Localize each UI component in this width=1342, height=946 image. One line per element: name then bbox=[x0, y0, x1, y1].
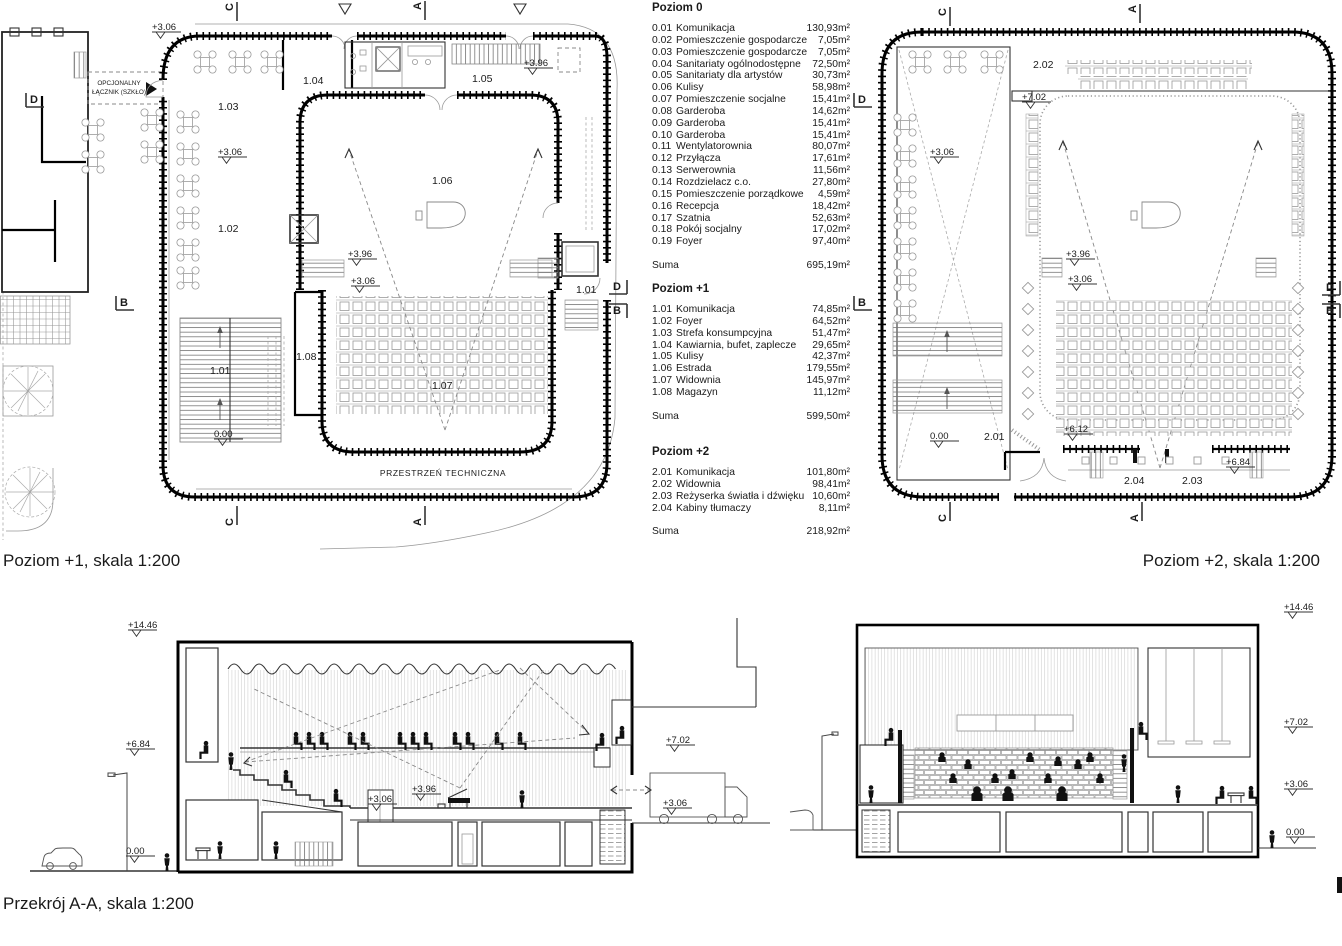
elevation-396-stage: +3.96 bbox=[348, 249, 373, 260]
elevation-000: 0.00 bbox=[214, 429, 233, 440]
suma-value: 695,19m² bbox=[806, 260, 850, 272]
suma-label: Suma bbox=[652, 410, 679, 422]
room-label-1-05: 1.05 bbox=[472, 73, 493, 85]
hall-wall-hatch-b bbox=[865, 648, 1138, 750]
room-number: 0.06 bbox=[652, 82, 673, 94]
room-number: 0.03 bbox=[652, 46, 673, 58]
section-marker-c-bottom-2 bbox=[937, 502, 950, 522]
room-name: Sanitariaty ogólnodostępne bbox=[676, 58, 801, 70]
legend-heading-level2: Poziom +2 bbox=[652, 446, 710, 458]
auditorium-seat-rows bbox=[336, 296, 548, 414]
legend-row bbox=[652, 94, 850, 106]
svg-text:D: D bbox=[1326, 282, 1334, 294]
room-name: Garderoba bbox=[676, 117, 726, 129]
legend-row bbox=[652, 35, 850, 47]
room-number: 1.05 bbox=[652, 351, 673, 363]
room-name: Kulisy bbox=[676, 82, 704, 94]
elevation-1446-b: +14.46 bbox=[1284, 602, 1314, 613]
optional-link-annotation bbox=[88, 72, 163, 104]
svg-text:B: B bbox=[120, 297, 128, 309]
room-name: Kawiarnia, bufet, zaplecze bbox=[676, 339, 797, 351]
section-b-drawing bbox=[790, 602, 1342, 893]
level2-foyer-wing bbox=[893, 47, 1010, 480]
room-name: Wentylatorownia bbox=[676, 141, 752, 153]
room-number: 0.19 bbox=[652, 236, 673, 248]
room-name: Widownia bbox=[676, 478, 721, 490]
suma-value: 599,50m² bbox=[806, 410, 850, 422]
room-area: 15,41m² bbox=[812, 94, 850, 106]
room-label-1-07: 1.07 bbox=[432, 380, 453, 392]
legend-heading-level0: Poziom 0 bbox=[652, 2, 703, 14]
svg-text:A: A bbox=[412, 518, 424, 526]
legend-row bbox=[652, 304, 850, 316]
svg-text:A: A bbox=[412, 2, 424, 10]
car-outline bbox=[42, 848, 82, 869]
legend-row bbox=[652, 467, 850, 479]
room-label-2-01: 2.01 bbox=[984, 431, 1005, 443]
section-marker-c-top-2 bbox=[937, 7, 950, 26]
elevation-306-top: +3.06 bbox=[152, 22, 177, 33]
room-area: 7,05m² bbox=[817, 46, 850, 58]
legend-row bbox=[652, 224, 850, 236]
cropped-label-fragment bbox=[1337, 877, 1342, 893]
elevation-306-stage: +3.06 bbox=[351, 276, 376, 287]
section-marker-b-left bbox=[116, 296, 134, 310]
room-number: 0.17 bbox=[652, 212, 673, 224]
elevation-306-foyer: +3.06 bbox=[218, 147, 243, 158]
section-marker-c-top bbox=[224, 2, 237, 21]
room-number: 0.13 bbox=[652, 165, 673, 177]
room-number: 0.05 bbox=[652, 70, 673, 82]
suma-label: Suma bbox=[652, 260, 679, 272]
room-name: Reżyserka światła i dźwięku bbox=[676, 490, 805, 502]
legend-row bbox=[652, 491, 850, 503]
room-area: 30,73m² bbox=[812, 70, 850, 82]
room-name: Sanitariaty dla artystów bbox=[676, 70, 783, 82]
legend-row bbox=[652, 165, 850, 177]
svg-text:D: D bbox=[30, 94, 38, 106]
room-number: 1.04 bbox=[652, 339, 673, 351]
section-marker-a-top bbox=[412, 1, 425, 20]
legend-row bbox=[652, 213, 850, 225]
room-number: 1.02 bbox=[652, 315, 673, 327]
link-note-line1: OPCJONALNY bbox=[97, 80, 141, 87]
legend-rows-level2 bbox=[652, 467, 850, 514]
legend-row bbox=[652, 130, 850, 142]
elevation-612: +6.12 bbox=[1064, 424, 1089, 435]
room-name: Garderoba bbox=[676, 105, 726, 117]
room-name: Widownia bbox=[676, 375, 721, 387]
street-lamp bbox=[108, 773, 127, 871]
room-label-2-02: 2.02 bbox=[1033, 59, 1054, 71]
elevation-306-b: +3.06 bbox=[1284, 779, 1309, 790]
room-name: Recepcja bbox=[676, 200, 719, 212]
room-label-1-03: 1.03 bbox=[218, 101, 239, 113]
plan-level2-drawing bbox=[854, 4, 1340, 522]
legend-level1 bbox=[652, 283, 850, 422]
legend-row bbox=[652, 177, 850, 189]
room-name: Rozdzielacz c.o. bbox=[676, 176, 751, 188]
room-number: 1.01 bbox=[652, 304, 673, 315]
room-number: 1.03 bbox=[652, 327, 673, 339]
svg-text:C: C bbox=[224, 518, 236, 526]
svg-text:A: A bbox=[1129, 514, 1141, 522]
room-area: 42,37m² bbox=[812, 351, 850, 363]
room-area: 29,65m² bbox=[812, 339, 850, 351]
room-number: 0.04 bbox=[652, 58, 673, 70]
room-area: 14,62m² bbox=[812, 105, 850, 117]
room-name: Garderoba bbox=[676, 129, 726, 141]
room-label-1-06: 1.06 bbox=[432, 175, 453, 187]
sectionA-title: Przekrój A-A, skala 1:200 bbox=[3, 894, 194, 913]
legend-suma-level1 bbox=[652, 411, 850, 422]
section-marker-c-bottom bbox=[224, 506, 237, 526]
room-label-1-01b: 1.01 bbox=[576, 284, 597, 296]
balcony-seat-row-top2 bbox=[1078, 76, 1248, 89]
section-marker-b-left-2 bbox=[854, 296, 872, 310]
legend-row bbox=[652, 328, 850, 340]
svg-text:D: D bbox=[858, 94, 866, 106]
elevation-306-lift-a: +3.06 bbox=[368, 794, 393, 805]
room-name: Komunikacja bbox=[676, 23, 735, 34]
room-area: 72,50m² bbox=[812, 58, 850, 70]
room-number: 0.10 bbox=[652, 129, 673, 141]
room-number: 2.04 bbox=[652, 502, 673, 514]
room-area: 130,93m² bbox=[806, 23, 850, 34]
legend-heading-level1: Poziom +1 bbox=[652, 283, 710, 295]
room-area: 17,02m² bbox=[812, 224, 850, 236]
room-number: 0.02 bbox=[652, 34, 673, 46]
legend-level0 bbox=[652, 2, 850, 271]
legend-row bbox=[652, 503, 850, 515]
elevation-396-2: +3.96 bbox=[1066, 249, 1091, 260]
room-name: Pomieszczenie gospodarcze bbox=[676, 34, 808, 46]
room-area: 98,41m² bbox=[812, 478, 850, 490]
main-stairs-plan bbox=[180, 318, 284, 442]
room-number: 0.15 bbox=[652, 188, 673, 200]
room-name: Serwerownia bbox=[676, 165, 736, 177]
legend-row bbox=[652, 118, 850, 130]
legend-row bbox=[652, 387, 850, 399]
suma-label: Suma bbox=[652, 526, 679, 538]
room-area: 10,60m² bbox=[812, 490, 850, 502]
room-area: 58,98m² bbox=[812, 82, 850, 94]
plan-level1-drawing bbox=[0, 1, 627, 549]
section-marker-a-top-2 bbox=[1127, 4, 1140, 23]
room-number: 0.18 bbox=[652, 224, 673, 236]
room-number: 0.07 bbox=[652, 94, 673, 106]
room-label-2-04: 2.04 bbox=[1124, 475, 1145, 487]
legend-row bbox=[652, 340, 850, 352]
elevation-306-stage2: +3.06 bbox=[1068, 274, 1093, 285]
section-marker-d-left-2 bbox=[854, 93, 872, 107]
legend-row bbox=[652, 236, 850, 248]
room-area: 8,11m² bbox=[818, 502, 850, 514]
legend-suma-level0 bbox=[652, 260, 850, 271]
svg-text:B: B bbox=[858, 297, 866, 309]
section-marker-a-bottom bbox=[412, 506, 425, 526]
room-name: Pomieszczenie gospodarcze bbox=[676, 46, 808, 58]
svg-text:A: A bbox=[1127, 5, 1139, 13]
room-name: Pokój socjalny bbox=[676, 224, 742, 236]
svg-text:B: B bbox=[613, 305, 621, 317]
room-area: 15,41m² bbox=[812, 117, 850, 129]
room-number: 0.16 bbox=[652, 200, 673, 212]
svg-text:C: C bbox=[224, 3, 236, 11]
elevation-306-dock-a: +3.06 bbox=[663, 798, 688, 809]
legend-row bbox=[652, 106, 850, 118]
booth-strip bbox=[1005, 430, 1290, 481]
legend-row bbox=[652, 351, 850, 363]
elevation-702-a: +7.02 bbox=[666, 735, 691, 746]
level2-seat-rows bbox=[1056, 300, 1292, 436]
room-area: 179,55m² bbox=[806, 363, 850, 375]
svg-text:D: D bbox=[613, 281, 621, 293]
room-area: 51,47m² bbox=[812, 327, 850, 339]
legend-row bbox=[652, 153, 850, 165]
legend-row bbox=[652, 201, 850, 213]
section-a-drawing bbox=[30, 618, 770, 872]
room-number: 0.11 bbox=[652, 141, 672, 153]
legend-row bbox=[652, 189, 850, 201]
room-label-1-02: 1.02 bbox=[218, 223, 239, 235]
room-number: 0.12 bbox=[652, 153, 673, 165]
room-area: 27,80m² bbox=[812, 176, 850, 188]
elevation-000-2: 0.00 bbox=[930, 431, 949, 442]
room-area: 4,59m² bbox=[817, 188, 850, 200]
street-lamp-2 bbox=[822, 732, 838, 830]
room-number: 2.03 bbox=[652, 490, 673, 502]
room-area: 15,41m² bbox=[812, 129, 850, 141]
room-area: 17,61m² bbox=[812, 153, 850, 165]
room-name: Szatnia bbox=[676, 212, 711, 224]
legend-row bbox=[652, 47, 850, 59]
section-marker-b-right bbox=[609, 304, 627, 318]
room-area: 74,85m² bbox=[812, 304, 850, 315]
legend-level2 bbox=[652, 446, 850, 537]
svg-text:C: C bbox=[937, 514, 949, 522]
room-area: 11,56m² bbox=[812, 165, 850, 177]
room-area: 101,80m² bbox=[806, 467, 850, 478]
room-label-1-01: 1.01 bbox=[210, 365, 231, 377]
room-number: 1.06 bbox=[652, 363, 673, 375]
room-name: Estrada bbox=[676, 363, 712, 375]
suma-value: 218,92m² bbox=[806, 526, 850, 538]
room-area: 145,97m² bbox=[806, 375, 850, 387]
room-number: 0.14 bbox=[652, 176, 673, 188]
elevation-396-right: +3.96 bbox=[524, 58, 549, 69]
room-name: Foyer bbox=[676, 236, 703, 248]
elevation-702: +7.02 bbox=[1022, 92, 1047, 103]
basement-rooms-b bbox=[898, 812, 1252, 852]
technical-space-label: PRZESTRZEŃ TECHNICZNA bbox=[379, 468, 507, 478]
room-name: Foyer bbox=[676, 315, 703, 327]
room-label-1-08: 1.08 bbox=[296, 351, 317, 363]
room-name: Komunikacja bbox=[676, 467, 735, 478]
balcony-seat-row-top bbox=[1065, 60, 1252, 74]
room-name: Komunikacja bbox=[676, 304, 735, 315]
legend-row bbox=[652, 363, 850, 375]
car-partial-outline bbox=[790, 810, 813, 830]
elevation-684: +6.84 bbox=[1226, 457, 1251, 468]
legend-row bbox=[652, 375, 850, 387]
room-area: 64,52m² bbox=[812, 315, 850, 327]
legend-rows-level0 bbox=[652, 23, 850, 248]
legend-rows-level1 bbox=[652, 304, 850, 399]
elevation-396-a: +3.96 bbox=[412, 784, 437, 795]
elevation-000-b: 0.00 bbox=[1286, 827, 1305, 838]
room-name: Kulisy bbox=[676, 351, 704, 363]
room-name: Pomieszczenie socjalne bbox=[676, 94, 786, 106]
entrance-arrow-icon bbox=[514, 4, 526, 14]
elevation-1446-a: +14.46 bbox=[128, 620, 158, 631]
link-note-line2: ŁĄCZNIK (SZKŁO) bbox=[92, 89, 146, 96]
room-area: 52,63m² bbox=[812, 212, 850, 224]
legend-suma-level2 bbox=[652, 526, 850, 537]
room-number: 2.01 bbox=[652, 467, 673, 478]
section-marker-b-right-2 bbox=[1322, 304, 1340, 318]
legend-row bbox=[652, 59, 850, 71]
elevation-306-foyer2: +3.06 bbox=[930, 147, 955, 158]
room-label-1-04: 1.04 bbox=[303, 75, 324, 87]
legend-row bbox=[652, 141, 850, 153]
svg-text:B: B bbox=[1326, 305, 1334, 317]
legend-row bbox=[652, 479, 850, 491]
room-name: Przyłącza bbox=[676, 153, 721, 165]
room-name: Strefa konsumpcyjna bbox=[676, 327, 773, 339]
plan1-title: Poziom +1, skala 1:200 bbox=[3, 551, 181, 570]
section-marker-d-right-2 bbox=[1322, 281, 1340, 295]
room-number: 1.08 bbox=[652, 386, 673, 398]
room-area: 18,42m² bbox=[812, 200, 850, 212]
room-name: Pomieszczenie porządkowe bbox=[676, 188, 804, 200]
room-area: 11,12m² bbox=[812, 386, 850, 398]
elevation-684-a: +6.84 bbox=[126, 739, 151, 750]
room-name: Kabiny tłumaczy bbox=[676, 502, 751, 514]
room-name: Magazyn bbox=[676, 386, 718, 398]
room-number: 0.01 bbox=[652, 23, 673, 34]
section-marker-a-bottom-2 bbox=[1129, 502, 1142, 522]
exterior-stairs-plan bbox=[0, 296, 70, 344]
legend-row bbox=[652, 23, 850, 35]
section-marker-d-right bbox=[609, 280, 627, 294]
room-number: 0.09 bbox=[652, 117, 673, 129]
entrance-arrow-icon bbox=[339, 4, 351, 14]
existing-building-plan bbox=[2, 28, 104, 292]
room-area: 7,05m² bbox=[817, 34, 850, 46]
legend-row bbox=[652, 70, 850, 82]
svg-text:C: C bbox=[937, 8, 949, 16]
elevation-702-b: +7.02 bbox=[1284, 717, 1309, 728]
legend-row bbox=[652, 316, 850, 328]
room-number: 0.08 bbox=[652, 105, 673, 117]
room-number: 2.02 bbox=[652, 478, 673, 490]
legend-row bbox=[652, 82, 850, 94]
room-label-2-03: 2.03 bbox=[1182, 475, 1203, 487]
plan2-title: Poziom +2, skala 1:200 bbox=[1142, 551, 1320, 570]
room-number: 1.07 bbox=[652, 375, 673, 387]
room-area: 80,07m² bbox=[812, 141, 850, 153]
control-screen-panel bbox=[957, 715, 1073, 731]
room-area: 97,40m² bbox=[812, 236, 850, 248]
elevation-000-a: 0.00 bbox=[126, 846, 145, 857]
